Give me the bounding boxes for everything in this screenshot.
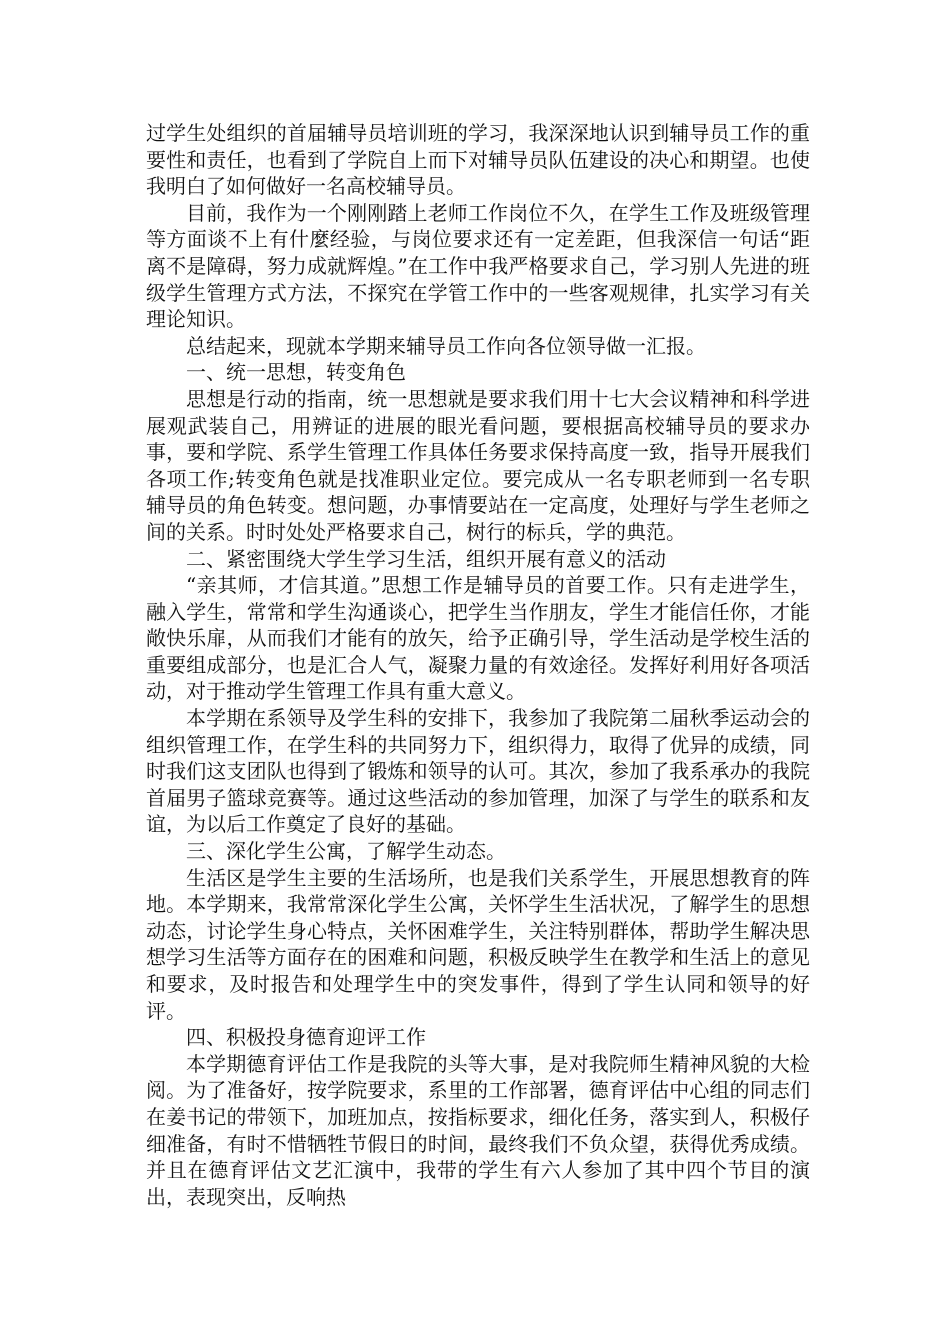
paragraph-section-2a: “亲其师，才信其道。”思想工作是辅导员的首要工作。只有走进学生，融入学生，常常和学生沟通谈心，把学生当作朋友，学生才能信任你，才能敞快乐扉，从而我们才能有的放矢，给予正确引导，学生活动是学校生活的重要组成部分，也是汇合人气，凝聚力量的有效途径。发挥好利用好各项活动，对于推动学生管理工作具有重大意义。 bbox=[146, 573, 810, 704]
paragraph-section-3: 生活区是学生主要的生活场所，也是我们关系学生，开展思想教育的阵地。本学期来，我常常深化学生公寓，关怀学生生活状况，了解学生的思想动态，讨论学生身心特点，关怀困难学生，关注特别群体，帮助学生解决思想学习生活等方面存在的困难和问题，积极反映学生在教学和生活上的意见和要求，及时报告和处理学生中的突发事件，得到了学生认同和领导的好评。 bbox=[146, 865, 810, 1023]
section-heading-4: 四、积极投身德育迎评工作 bbox=[186, 1025, 426, 1050]
section-heading-2: 二、紧密围绕大学生学习生活，组织开展有意义的活动 bbox=[186, 546, 666, 571]
paragraph-section-1: 思想是行动的指南，统一思想就是要求我们用十七大会议精神和科学进展观武装自己，用辨证的进展的眼光看问题，要根据高校辅导员的要求办事，要和学院、系学生管理工作具体任务要求保持高度一致，指导开展我们各项工作;转变角色就是找准职业定位。要完成从一名专职老师到一名专职辅导员的角色转变。想问题，办事情要站在一定高度，处理好与学生老师之间的关系。时时处处严格要求自己，树行的标兵，学的典范。 bbox=[146, 386, 810, 544]
section-heading-1: 一、统一思想，转变角色 bbox=[186, 360, 406, 385]
paragraph-section-2b: 本学期在系领导及学生科的安排下，我参加了我院第二届秋季运动会的组织管理工作，在学生科的共同努力下，组织得力，取得了优异的成绩，同时我们这支团队也得到了锻炼和领导的认可。其次，参加了我系承办的我院首届男子篮球竞赛等。通过这些活动的参加管理，加深了与学生的联系和友谊，为以后工作奠定了良好的基础。 bbox=[146, 706, 810, 837]
paragraph-current-position: 目前，我作为一个刚刚踏上老师工作岗位不久，在学生工作及班级管理等方面谈不上有什麼经验，与岗位要求还有一定差距，但我深信一句话“距离不是障碍，努力成就辉煌。”在工作中我严格要求自己，学习别人先进的班级学生管理方式方法，不探究在学管工作中的一些客观规律，扎实学习有关理论知识。 bbox=[146, 200, 810, 332]
section-heading-3: 三、深化学生公寓，了解学生动态。 bbox=[186, 839, 506, 864]
paragraph-intro-continuation: 过学生处组织的首届辅导员培训班的学习，我深深地认识到辅导员工作的重要性和责任，也看到了学院自上而下对辅导员队伍建设的决心和期望。也使我明白了如何做好一名高校辅导员。 bbox=[146, 121, 810, 199]
paragraph-section-4: 本学期德育评估工作是我院的头等大事，是对我院师生精神风貌的大检阅。为了准备好，按学院要求，系里的工作部署，德育评估中心组的同志们在姜书记的带领下，加班加点，按指标要求，细化任务，落实到人，积极仔细准备，有时不惜牺牲节假日的时间，最终我们不负众望，获得优秀成绩。并且在德育评估文艺汇演中，我带的学生有六人参加了其中四个节目的演出，表现突出，反响热 bbox=[146, 1051, 810, 1209]
paragraph-summary: 总结起来，现就本学期来辅导员工作向各位领导做一汇报。 bbox=[186, 333, 706, 358]
document-body bbox=[146, 120, 810, 1210]
